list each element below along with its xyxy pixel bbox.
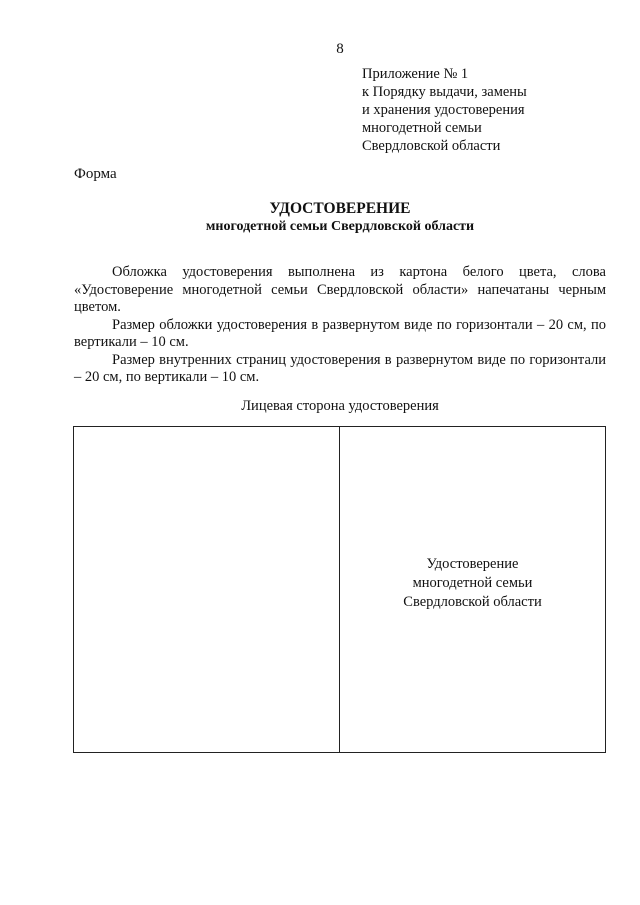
appendix-line: Приложение № 1 — [362, 66, 469, 82]
appendix-line: Свердловской области — [362, 138, 501, 154]
body-text — [74, 264, 606, 387]
appendix-header — [362, 65, 527, 155]
document-title: УДОСТОВЕРЕНИЕ — [269, 200, 411, 217]
cover-inscription — [340, 555, 605, 612]
front-side-caption: Лицевая сторона удостоверения — [241, 398, 439, 414]
appendix-line: и хранения удостоверения — [362, 102, 525, 118]
cover-line: Свердловской области — [403, 594, 542, 610]
cover-front-panel — [340, 427, 605, 752]
form-label: Форма — [74, 166, 117, 182]
paragraph-cover-size: Размер обложки удостоверения в развернутом виде по горизонтали – 20 см, по вертикали – 10 см. — [74, 316, 606, 350]
page-number: 8 — [336, 41, 344, 57]
certificate-cover-diagram — [73, 426, 606, 753]
cover-back-panel — [74, 427, 340, 752]
paragraph-cover-material: Обложка удостоверения выполнена из картона белого цвета, слова «Удостоверение многодетной семьи Свердловской области» напечатаны черным цветом. — [74, 264, 606, 315]
document-subtitle: многодетной семьи Свердловской области — [205, 219, 475, 234]
appendix-line: многодетной семьи — [362, 120, 482, 136]
paragraph-inner-pages-size: Размер внутренних страниц удостоверения в развернутом виде по горизонтали – 20 см, по вертикали – 10 см. — [74, 351, 606, 385]
cover-line: Удостоверение — [426, 556, 519, 572]
appendix-line: к Порядку выдачи, замены — [362, 84, 527, 100]
cover-line: многодетной семьи — [412, 575, 533, 591]
